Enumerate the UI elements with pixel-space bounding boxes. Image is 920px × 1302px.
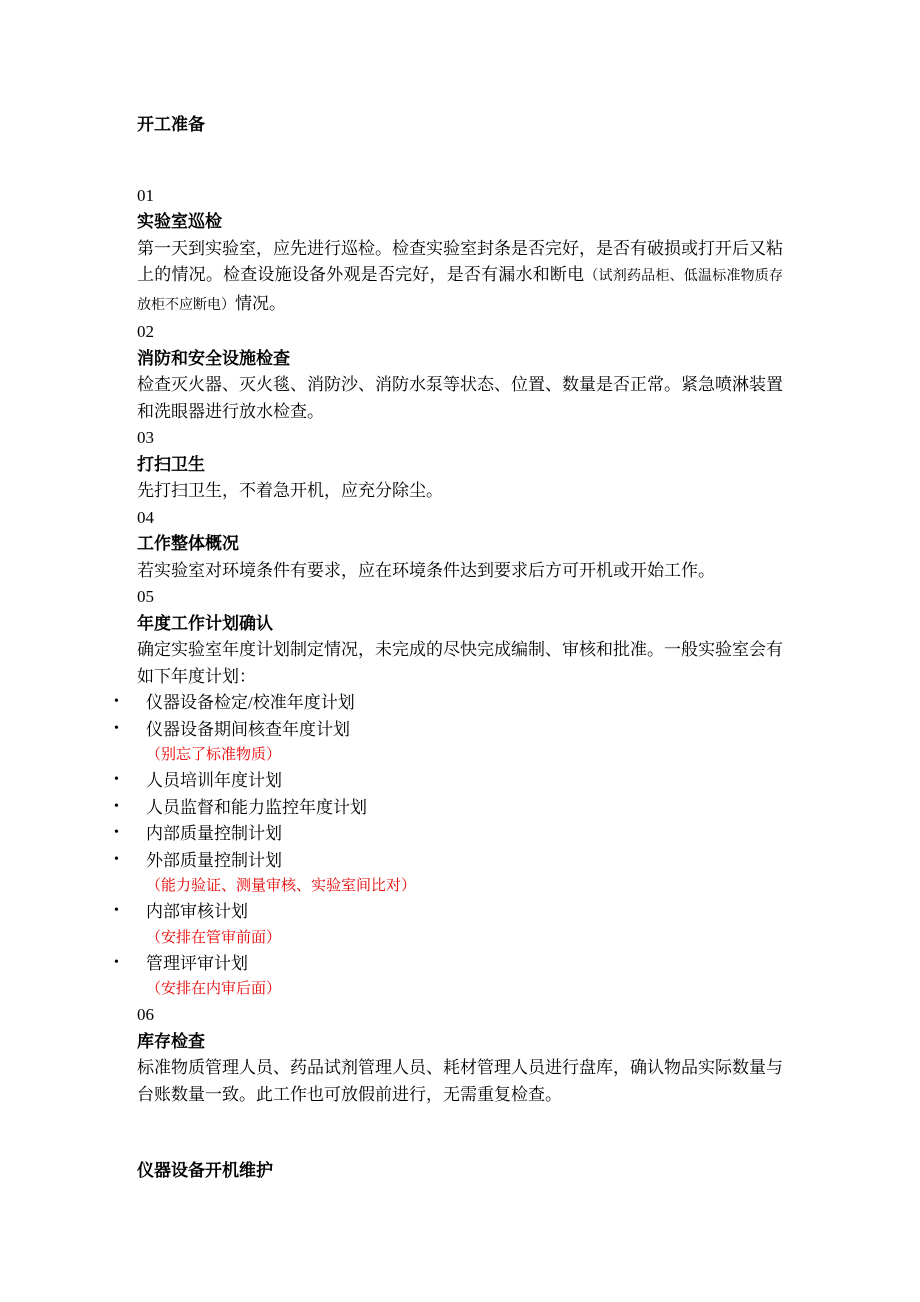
bullet-icon: • <box>114 720 119 736</box>
section-heading: 打扫卫生 <box>137 454 205 474</box>
list-item <box>114 848 783 875</box>
section-02 <box>137 319 783 425</box>
section-05 <box>114 584 783 1002</box>
annotation-note: （安排在内审后面） <box>146 981 282 997</box>
section-04 <box>137 505 783 585</box>
bullet-icon: • <box>114 903 119 918</box>
section-heading: 消防和安全设施检查 <box>137 348 290 368</box>
section-number: 04 <box>137 507 154 527</box>
bullet-icon: • <box>114 954 119 970</box>
section-heading: 年度工作计划确认 <box>137 613 273 633</box>
section-heading: 库存检查 <box>137 1031 205 1051</box>
section-number: 03 <box>137 428 154 447</box>
list-item <box>114 821 783 848</box>
list-item-text: 仪器设备期间核查年度计划 <box>146 719 350 739</box>
list-item-text: 内部质量控制计划 <box>146 824 282 843</box>
list-item <box>114 951 783 978</box>
bullet-icon: • <box>114 694 119 709</box>
annual-plan-list <box>114 690 783 1002</box>
inline-parenthetical-note: （试剂药品柜、低温标准物质存放柜不应断电） <box>137 269 784 313</box>
body-text: 情况。 <box>235 293 286 313</box>
list-item <box>114 795 783 822</box>
section-03 <box>137 425 783 505</box>
list-item-text: 外部质量控制计划 <box>146 850 282 870</box>
list-item-text: 人员监督和能力监控年度计划 <box>146 797 367 817</box>
section-body: 检查灭火器、灭火毯、消防沙、消防水泵等状态、位置、数量是否正常。紧急喷淋装置和洗眼器进行放水检查。 <box>137 375 783 421</box>
section-body: 标准物质管理人员、药品试剂管理人员、耗材管理人员进行盘库，确认物品实际数量与台账数量一致。此工作也可放假前进行，无需重复检查。 <box>137 1058 783 1104</box>
section-06 <box>137 1002 783 1108</box>
section-number: 01 <box>137 185 154 205</box>
section-01 <box>137 183 783 320</box>
list-item-text: 人员培训年度计划 <box>146 771 282 790</box>
annotation-note: （别忘了标准物质） <box>146 747 282 763</box>
doc-title: 开工准备 <box>137 115 205 134</box>
section-body: 先打扫卫生，不着急开机，应充分除尘。 <box>137 481 443 500</box>
section-number: 02 <box>137 322 154 341</box>
list-item <box>114 717 783 744</box>
list-item-text: 内部审核计划 <box>146 902 248 921</box>
list-item <box>114 899 783 926</box>
document-page <box>114 112 784 1185</box>
list-item-text: 仪器设备检定/校准年度计划 <box>146 693 355 712</box>
body-text: 第一天到实验室，应先进行巡检。检查实验室封条是否完好，是否有破损或打开后又粘上的情况。检查设施设备外观是否完好，是否有漏水和断电 <box>137 238 783 284</box>
bullet-icon: • <box>114 772 119 787</box>
section-body <box>137 236 783 320</box>
section-number: 05 <box>137 587 154 606</box>
section-heading: 工作整体概况 <box>137 534 239 553</box>
bullet-icon: • <box>114 798 119 814</box>
closing-heading: 仪器设备开机维护 <box>137 1161 273 1180</box>
section-body: 确定实验室年度计划制定情况，未完成的尽快完成编制、审核和批准。一般实验室会有如下年度计划： <box>137 640 783 686</box>
bullet-icon: • <box>114 825 119 840</box>
section-body: 若实验室对环境条件有要求，应在环境条件达到要求后方可开机或开始工作。 <box>137 560 715 580</box>
section-heading: 实验室巡检 <box>137 212 222 231</box>
list-item <box>114 768 783 795</box>
bullet-icon: • <box>114 851 119 867</box>
annotation-note: （安排在管审前面） <box>146 929 282 946</box>
section-number: 06 <box>137 1005 154 1024</box>
list-item <box>114 690 783 717</box>
list-item-text: 管理评审计划 <box>146 953 248 973</box>
annotation-note: （能力验证、测量审核、实验室间比对） <box>146 878 417 894</box>
